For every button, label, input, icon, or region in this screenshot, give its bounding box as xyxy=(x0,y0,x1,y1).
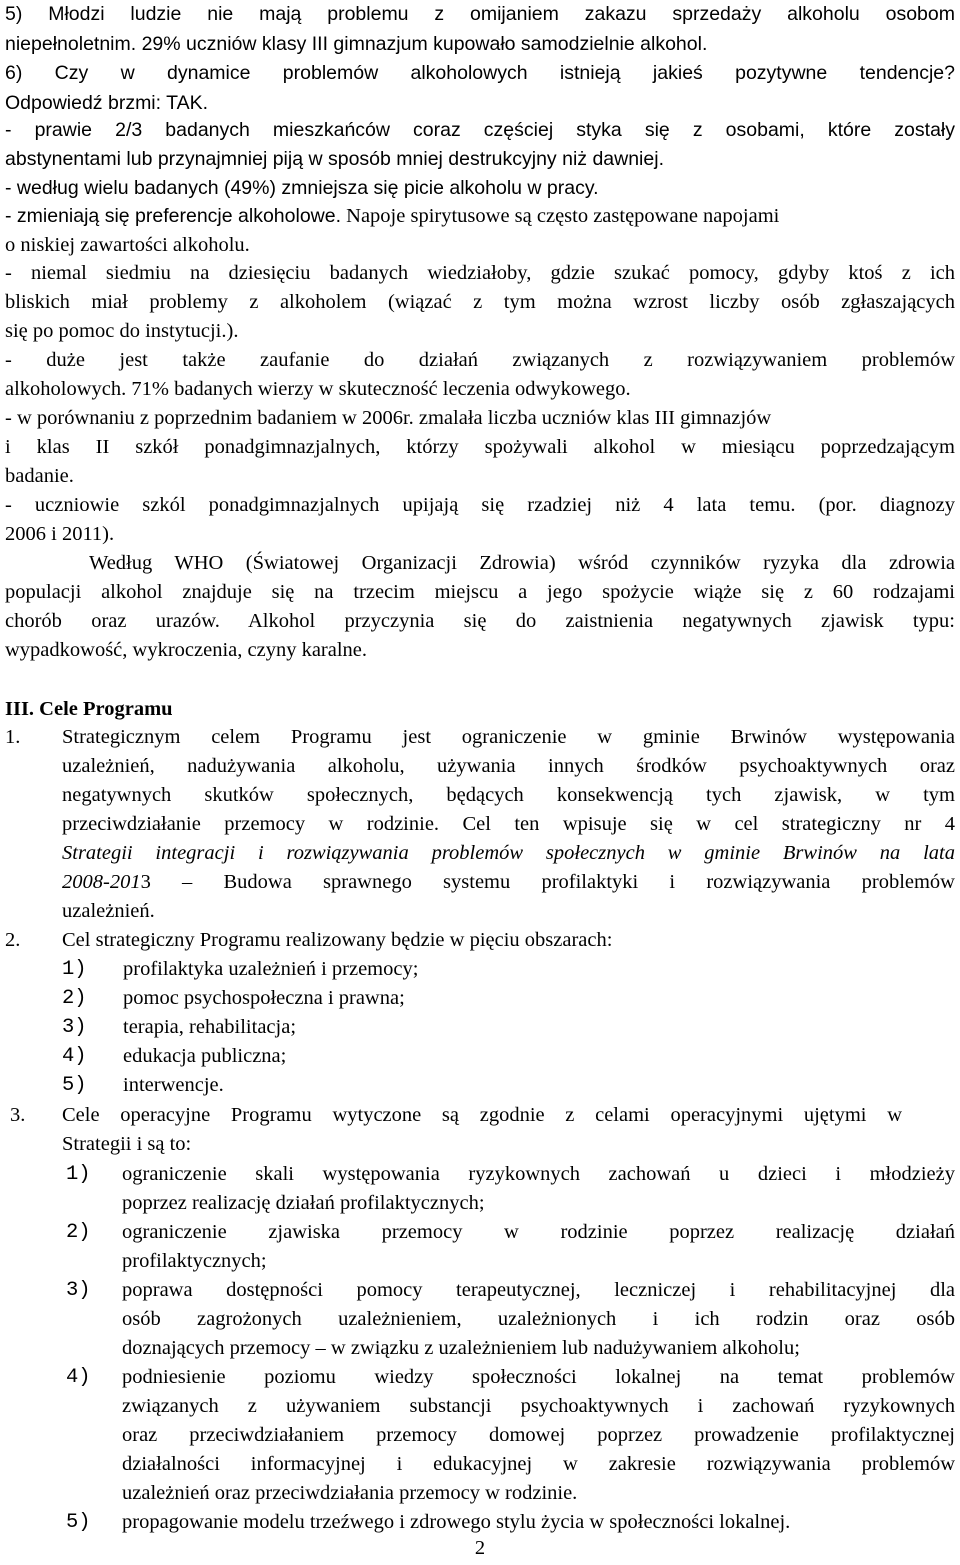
op-goal-3-number: 3) xyxy=(66,1279,91,1302)
op-goal-3-line-2: osób zagrożonych uzależnieniem, uzależnionych i ich rodzin oraz osób xyxy=(122,1308,955,1330)
op-goal-3-line-1: poprawa dostępności pomocy terapeutycznej, leczniczej i rehabilitacyjnej dla xyxy=(122,1279,955,1301)
area-2-number: 2) xyxy=(62,987,87,1010)
op-goal-5-line-1: propagowanie modelu trzeźwego i zdrowego stylu życia w społeczności lokalnej. xyxy=(122,1511,791,1533)
goal-1-line-5: Strategii integracji i rozwiązywania problemów społecznych w gminie Brwinów na lata xyxy=(62,842,955,864)
goal-3-line-1: Cele operacyjne Programu wytyczone są zgodnie z celami operacyjnymi ujętymi w xyxy=(62,1104,902,1126)
goal-1-line-3: negatywnych skutków społecznych, będących konsekwencją tych zjawisk, w tym xyxy=(62,784,955,806)
op-goal-1-line-1: ograniczenie skali występowania ryzykownych zachowań u dzieci i młodzieży xyxy=(122,1163,955,1185)
op-goal-4-line-5: uzależnień oraz przeciwdziałania przemocy w rodzinie. xyxy=(122,1482,578,1504)
intro-line-8b: Napoje spirytusowe są często zastępowane napojami xyxy=(341,205,780,227)
intro-line-8 xyxy=(5,202,955,232)
area-3-label: terapia, rehabilitacja; xyxy=(123,1016,297,1038)
area-3-number: 3) xyxy=(62,1016,87,1039)
point-1-line-2: bliskich miał problemy z alkoholem (wiązać z tym można wzrost liczby osób zgłaszających xyxy=(5,291,955,313)
point-4-line-2: 2006 i 2011). xyxy=(5,523,115,545)
op-goal-4-line-2: związanych z używaniem substancji psychoaktywnych i zachowań ryzykownych xyxy=(122,1395,955,1417)
area-1-number: 1) xyxy=(62,958,87,981)
intro-line-6: abstynentami lub przynajmniej piją w sposób mniej destrukcyjny niż dawniej. xyxy=(5,148,664,170)
area-4-label: edukacja publiczna; xyxy=(123,1045,287,1067)
goal-1-line-4: przeciwdziałanie przemocy w rodzinie. Cel ten wpisuje się w cel strategiczny nr 4 xyxy=(62,813,955,835)
intro-line-7: - według wielu badanych (49%) zmniejsza się picie alkoholu w pracy. xyxy=(5,177,599,199)
point-3-line-2: i klas II szkół ponadgimnazjalnych, którzy spożywali alkohol w miesiącu poprzedzającym xyxy=(5,436,955,458)
op-goal-2-number: 2) xyxy=(66,1221,91,1244)
area-5-label: interwencje. xyxy=(123,1074,224,1096)
goal-1-line-6-italic: 2008-201 xyxy=(62,871,141,893)
goal-1-line-7: uzależnień. xyxy=(62,900,155,922)
intro-line-3: 6) Czy w dynamice problemów alkoholowych istnieją jakieś pozytywne tendencje? xyxy=(5,62,955,84)
intro-line-8a: - zmieniają się preferencje alkoholowe. xyxy=(5,205,342,227)
goal-3-line-2: Strategii i są to: xyxy=(62,1133,192,1155)
intro-line-9: o niskiej zawartości alkoholu. xyxy=(5,234,250,256)
intro-line-4: Odpowiedź brzmi: TAK. xyxy=(5,92,209,114)
op-goal-4-line-3: oraz przeciwdziałaniem przemocy domowej poprzez prowadzenie profilaktycznej xyxy=(122,1424,955,1446)
op-goal-4-line-4: działalności informacyjnej i edukacyjnej w zakresie rozwiązywania problemów xyxy=(122,1453,955,1475)
op-goal-2-line-2: profilaktycznych; xyxy=(122,1250,267,1272)
intro-line-2: niepełnoletnim. 29% uczniów klasy III gimnazjum kupowało samodzielnie alkohol. xyxy=(5,33,708,55)
intro-line-1: 5) Młodzi ludzie nie mają problemu z omijaniem zakazu sprzedaży alkoholu osobom xyxy=(5,3,955,25)
op-goal-3-line-3: doznających przemocy – w związku z uzależnieniem lub nadużywaniem alkoholu; xyxy=(122,1337,800,1359)
point-1-line-1: - niemal siedmiu na dziesięciu badanych wiedziałoby, gdzie szukać pomocy, gdyby ktoś z ich xyxy=(5,262,955,284)
op-goal-1-number: 1) xyxy=(66,1163,91,1186)
goal-1-line-6 xyxy=(62,868,955,898)
who-line-3: chorób oraz urazów. Alkohol przyczynia się do zaistnienia negatywnych zjawisk typu: xyxy=(5,610,955,632)
goal-2-number: 2. xyxy=(5,929,21,951)
point-4-line-1: - uczniowie szkól ponadgimnazjalnych upijają się rzadziej niż 4 lata temu. (por. diagnozy xyxy=(5,494,955,516)
point-1-line-3: się po pomoc do instytucji.). xyxy=(5,320,239,342)
area-1-label: profilaktyka uzależnień i przemocy; xyxy=(123,958,419,980)
point-3-line-3: badanie. xyxy=(5,465,74,487)
page-number: 2 xyxy=(474,1537,486,1559)
area-5-number: 5) xyxy=(62,1074,87,1097)
area-4-number: 4) xyxy=(62,1045,87,1068)
point-2-line-1: - duże jest także zaufanie do działań związanych z rozwiązywaniem problemów xyxy=(5,349,955,371)
point-2-line-2: alkoholowych. 71% badanych wierzy w skuteczność leczenia odwykowego. xyxy=(5,378,631,400)
op-goal-4-number: 4) xyxy=(66,1366,91,1389)
area-2-label: pomoc psychospołeczna i prawna; xyxy=(123,987,405,1009)
who-line-2: populacji alkohol znajduje się na trzecim miejscu a jego spożycie wiąże się z 60 rodzajami xyxy=(5,581,955,603)
op-goal-2-line-1: ograniczenie zjawiska przemocy w rodzinie poprzez realizację działań xyxy=(122,1221,955,1243)
goal-3-number: 3. xyxy=(10,1104,26,1126)
op-goal-1-line-2: poprzez realizację działań profilaktycznych; xyxy=(122,1192,485,1214)
goal-1-line-1: Strategicznym celem Programu jest ograniczenie w gminie Brwinów występowania xyxy=(62,726,955,748)
op-goal-4-line-1: podniesienie poziomu wiedzy społeczności lokalnej na temat problemów xyxy=(122,1366,955,1388)
goal-1-line-2: uzależnień, nadużywania alkoholu, używania innych środków psychoaktywnych oraz xyxy=(62,755,955,777)
goal-1-line-6-rest: 3 – Budowa sprawnego systemu profilaktyki i rozwiązywania problemów xyxy=(140,871,955,893)
point-3-line-1: - w porównaniu z poprzednim badaniem w 2006r. zmalała liczba uczniów klas III gimnazjów xyxy=(5,407,772,429)
goal-1-number: 1. xyxy=(5,726,21,748)
op-goal-5-number: 5) xyxy=(66,1511,91,1534)
who-line-1: Według WHO (Światowej Organizacji Zdrowia) wśród czynników ryzyka dla zdrowia xyxy=(89,552,955,574)
section-heading: III. Cele Programu xyxy=(5,698,173,720)
intro-line-5: - prawie 2/3 badanych mieszkańców coraz częściej styka się z osobami, które zostały xyxy=(5,119,955,141)
goal-2-line-1: Cel strategiczny Programu realizowany będzie w pięciu obszarach: xyxy=(62,929,613,951)
who-line-4: wypadkowość, wykroczenia, czyny karalne. xyxy=(5,639,368,661)
